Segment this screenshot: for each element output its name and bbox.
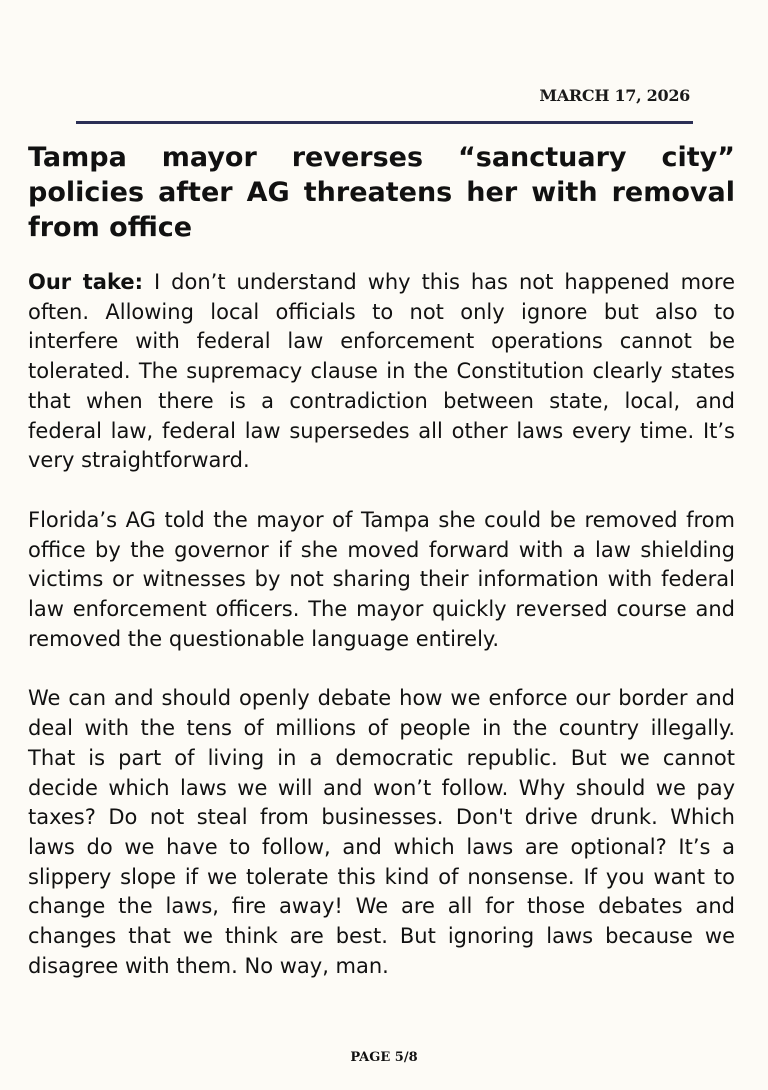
paragraph-our-take (28, 268, 735, 476)
publication-date: MARCH 17, 2026 (539, 86, 690, 105)
our-take-label: Our take: (28, 270, 144, 294)
paragraph-text: I don’t understand why this has not happened more often. Allowing local officials to not only ignore but also to interfere with federal law enforcement operations cannot be tolerated. The supremacy clause in the Constitution clearly states that when there is a contradiction between state, local, and federal law, federal law supersedes all other laws every time. It’s very straightforward. (28, 270, 736, 473)
page-number: PAGE 5/8 (350, 1050, 418, 1065)
paragraph: We can and should openly debate how we enforce our border and deal with the tens of millions of people in the country illegally. That is part of living in a democratic republic. But we cannot decide which laws we will and won’t follow. Why should we pay taxes? Do not steal from businesses. Don't drive drunk. Which laws do we have to follow, and which laws are optional? It’s a slippery slope if we tolerate this kind of nonsense. If you want to change the laws, fire away! We are all for those debates and changes that we think are best. But ignoring laws because we disagree with them. No way, man. (28, 686, 735, 978)
paragraph: Florida’s AG told the mayor of Tampa she could be removed from office by the governor if she moved forward with a law shielding victims or witnesses by not sharing their information with federal law enforcement officers. The mayor quickly reversed course and removed the questionable language entirely. (28, 507, 735, 651)
header-divider (76, 121, 693, 124)
article-headline: Tampa mayor reverses “sanctuary city” policies after AG threatens her with removal from office (28, 142, 735, 243)
article-body (28, 268, 735, 1011)
